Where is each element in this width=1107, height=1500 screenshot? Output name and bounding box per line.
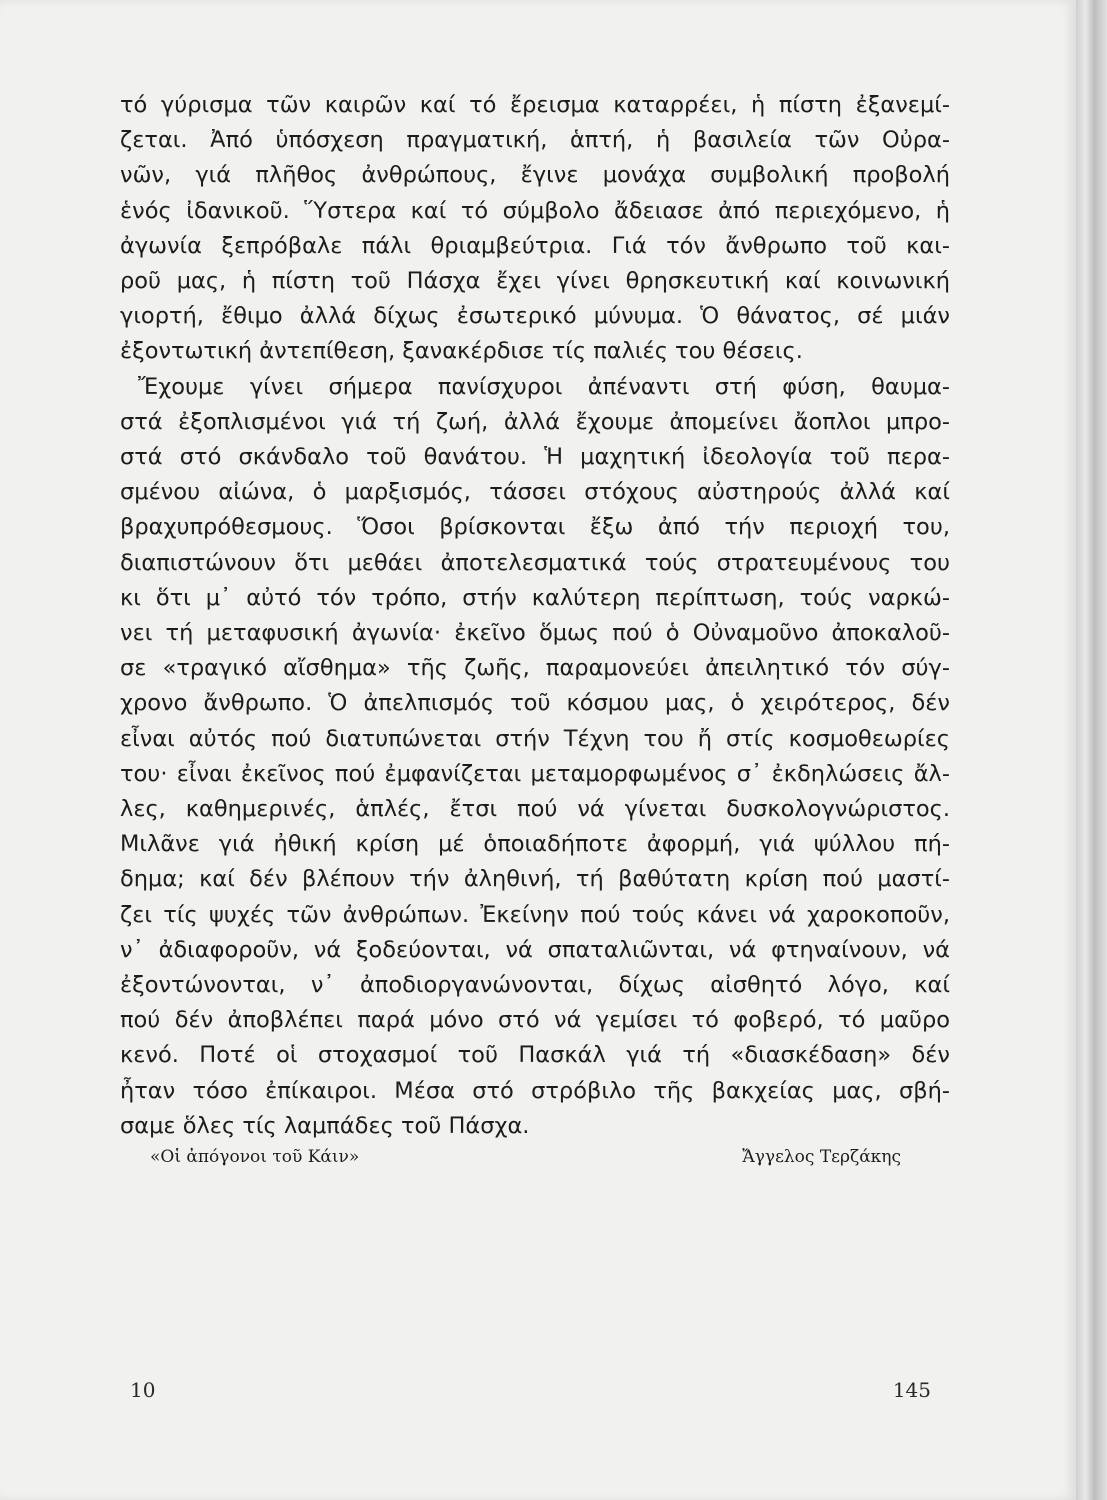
text-line: δημα; καί δέν βλέπουν τήν ἀληθινή, τή βαθύτατη κρίση πού μαστί- [120, 866, 950, 893]
text-line: χρονο ἄνθρωπο. Ὁ ἀπελπισμός τοῦ κόσμου μας, ὁ χειρότερος, δέν [120, 690, 950, 717]
page-edge [1076, 0, 1107, 1500]
text-line: κενό. Ποτέ οἱ στοχασμοί τοῦ Πασκάλ γιά τή «διασκέδαση» δέν [120, 1042, 950, 1069]
text-line: ἐξοντωτική ἀντεπίθεση, ξανακέρδισε τίς παλιές του θέσεις. [120, 338, 803, 365]
text-line: διαπιστώνουν ὅτι μεθάει ἀποτελεσματικά τούς στρατευμένους του [120, 549, 950, 576]
text-line: στά ἐξοπλισμένοι γιά τή ζωή, ἀλλά ἔχουμε ἀπομείνει ἄοπλοι μπρο- [120, 408, 950, 435]
signature-mark: 10 [130, 1378, 156, 1402]
text-line: κι ὅτι μ᾿ αὐτό τόν τρόπο, στήν καλύτερη περίπτωση, τούς ναρκώ- [120, 584, 950, 611]
text-line: σαμε ὅλες τίς λαμπάδες τοῦ Πάσχα. [120, 1112, 530, 1139]
text-line: ζεται. Ἀπό ὑπόσχεση πραγματική, ἁπτή, ἡ βασιλεία τῶν Οὐρα- [120, 127, 950, 154]
text-line: ἑνός ἰδανικοῦ. Ὕστερα καί τό σύμβολο ἄδειασε ἀπό περιεχόμενο, ἡ [120, 197, 950, 224]
text-line: σμένου αἰώνα, ὁ μαρξισμός, τάσσει στόχους αὐστηρούς ἀλλά καί [120, 479, 950, 506]
text-line: γιορτή, ἔθιμο ἀλλά δίχως ἐσωτερικό μύνυμα. Ὁ θάνατος, σέ μιάν [120, 303, 950, 330]
author-name: Ἄγγελος Τερζάκης [742, 1147, 901, 1167]
text-line: ἦταν τόσο ἐπίκαιροι. Μέσα στό στρόβιλο τῆς βακχείας μας, σβή- [120, 1077, 950, 1104]
text-line: εἶναι αὐτός πού διατυπώνεται στήν Τέχνη του ἤ στίς κοσμοθεωρίες [120, 725, 950, 752]
text-line: στά στό σκάνδαλο τοῦ θανάτου. Ἡ μαχητική ἰδεολογία τοῦ περα- [120, 444, 950, 471]
text-line: βραχυπρόθεσμους. Ὅσοι βρίσκονται ἔξω ἀπό τήν περιοχή του, [120, 514, 950, 541]
text-line: ν᾿ ἀδιαφοροῦν, νά ξοδεύονται, νά σπαταλιῶνται, νά φτηναίνουν, νά [120, 936, 950, 963]
text-line: πού δέν ἀποβλέπει παρά μόνο στό νά γεμίσει τό φοβερό, τό μαῦρο [120, 1007, 950, 1034]
text-line: ζει τίς ψυχές τῶν ἀνθρώπων. Ἐκείνην πού τούς κάνει νά χαροκοποῦν, [120, 901, 950, 928]
text-line: σε «τραγικό αἴσθημα» τῆς ζωῆς, παραμονεύει ἀπειλητικό τόν σύγ- [120, 655, 950, 682]
text-line: Μιλᾶνε γιά ἠθική κρίση μέ ὁποιαδήποτε ἀφορμή, γιά ψύλλου πή- [120, 831, 950, 858]
text-line: νῶν, γιά πλῆθος ἀνθρώπους, ἔγινε μονάχα συμβολική προβολή [120, 162, 950, 189]
text-line: του· εἶναι ἐκεῖνος πού ἐμφανίζεται μεταμορφωμένος σ᾿ ἐκδηλώσεις ἄλ- [120, 760, 950, 787]
text-line: τό γύρισμα τῶν καιρῶν καί τό ἔρεισμα καταρρέει, ἡ πίστη ἐξανεμί- [120, 92, 950, 118]
page-number: 145 [892, 1378, 931, 1402]
article-body [120, 88, 950, 1144]
text-line: ροῦ μας, ἡ πίστη τοῦ Πάσχα ἔχει γίνει θρησκευτική καί κοινωνική [120, 268, 950, 295]
text-line: ἀγωνία ξεπρόβαλε πάλι θριαμβεύτρια. Γιά τόν ἄνθρωπο τοῦ και- [120, 232, 950, 259]
text-line: νει τή μεταφυσική ἀγωνία· ἐκεῖνο ὅμως πού ὁ Οὐναμοῦνο ἀποκαλοῦ- [120, 620, 950, 647]
text-line: ἐξοντώνονται, ν᾿ ἀποδιοργανώνονται, δίχως αἰσθητό λόγο, καί [120, 972, 950, 999]
text-line: λες, καθημερινές, ἁπλές, ἔτσι πού νά γίνεται δυσκολογνώριστος. [120, 796, 950, 823]
source-title: «Οἱ ἀπόγονοι τοῦ Κάιν» [150, 1147, 360, 1167]
text-line: Ἔχουμε γίνει σήμερα πανίσχυροι ἀπέναντι στή φύση, θαυμα- [138, 373, 950, 400]
